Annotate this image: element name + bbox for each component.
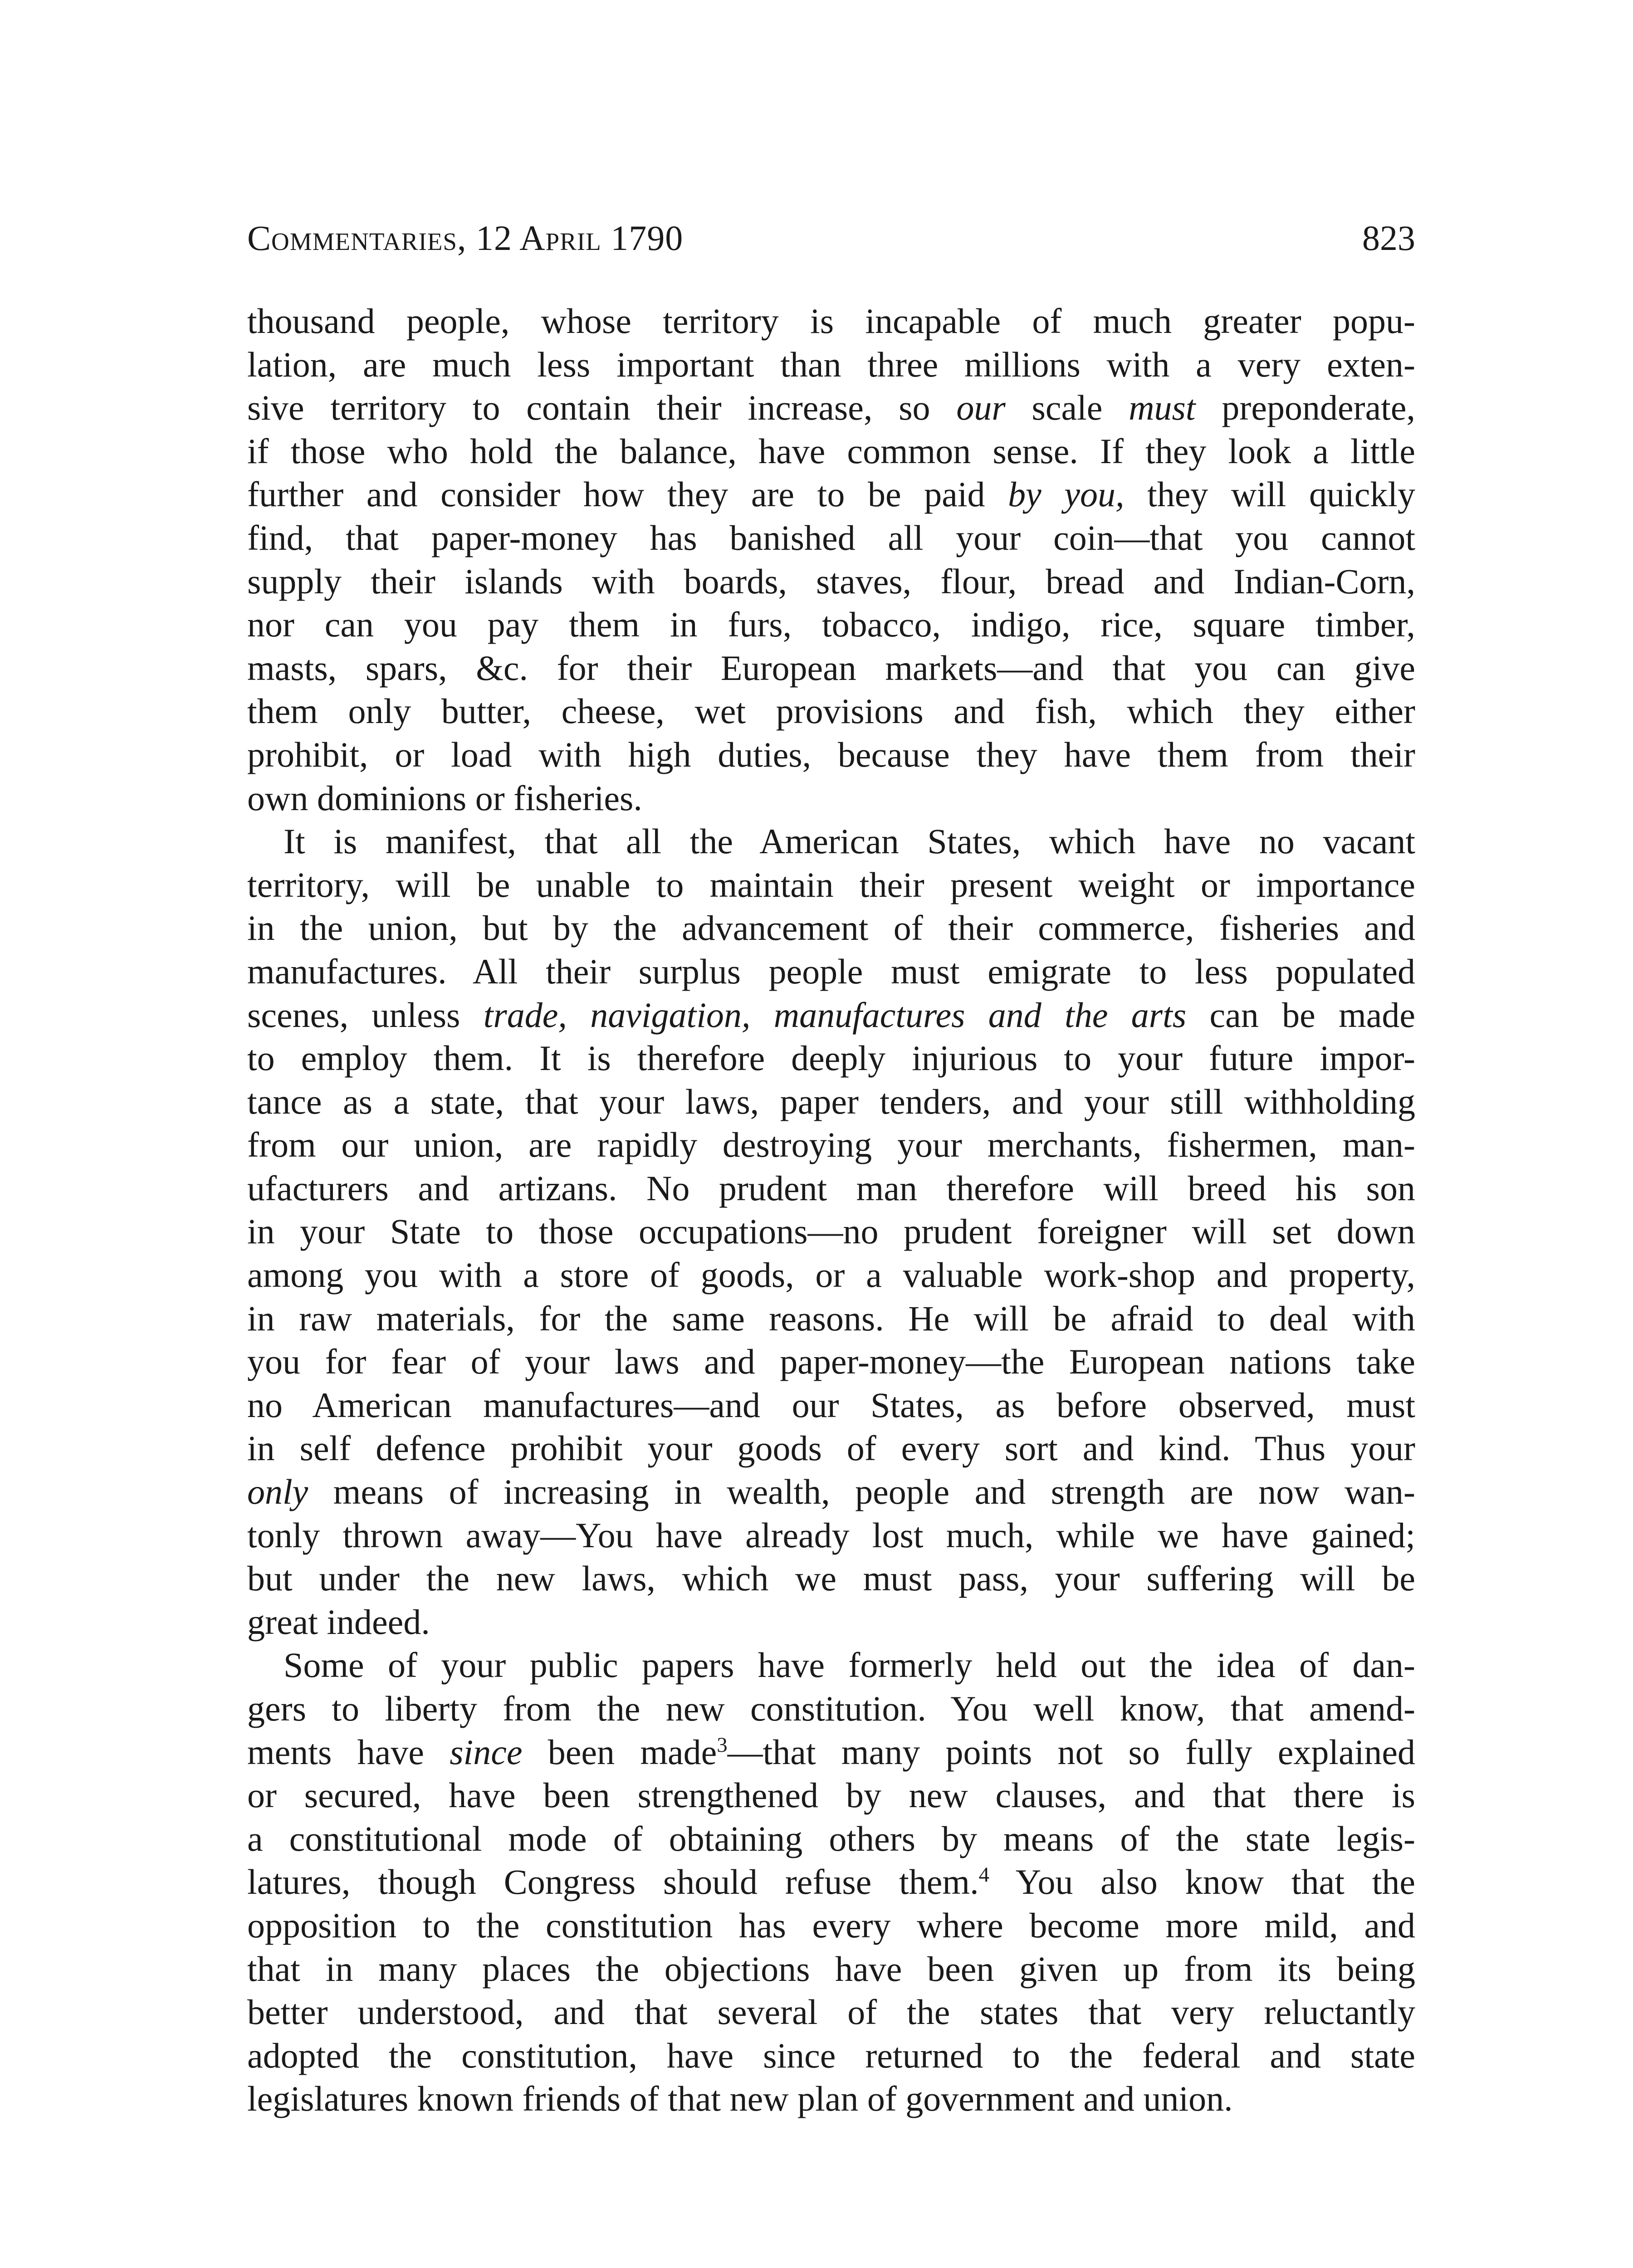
text-line xyxy=(247,473,1415,516)
text-line xyxy=(247,430,1415,473)
text-segment: ments have xyxy=(247,1732,450,1772)
text-segment: It is manifest, that all the American States, which have no vacant xyxy=(284,821,1415,861)
text-line xyxy=(247,1947,1415,1991)
text-line xyxy=(247,1253,1415,1297)
running-head xyxy=(247,211,683,265)
running-head-year: 1790 xyxy=(601,218,684,258)
text-segment: a constitutional mode of obtaining others by means of the state legis- xyxy=(247,1818,1415,1858)
text-segment: better understood, and that several of the states that very reluctantly xyxy=(247,1992,1415,2032)
text-line xyxy=(247,299,1415,343)
text-segment: ufacturers and artizans. No prudent man therefore will breed his son xyxy=(247,1168,1415,1208)
text-line xyxy=(247,1860,1415,1904)
text-segment: scenes, unless xyxy=(247,995,484,1035)
text-line xyxy=(247,820,1415,863)
text-line xyxy=(247,1687,1415,1730)
text-segment: them only butter, cheese, wet provisions and fish, which they either xyxy=(247,691,1415,731)
text-segment: manufactures. All their surplus people must emigrate to less populated xyxy=(247,951,1415,991)
text-line xyxy=(247,386,1415,430)
text-line xyxy=(247,950,1415,993)
text-line xyxy=(247,603,1415,646)
text-segment: thousand people, whose territory is incapable of much greater popu- xyxy=(247,301,1415,341)
text-line xyxy=(247,2034,1415,2077)
text-line xyxy=(247,993,1415,1037)
text-segment: You also know that the xyxy=(989,1862,1415,1902)
text-segment: from our union, are rapidly destroying your merchants, fishermen, man- xyxy=(247,1125,1415,1165)
text-segment: tonly thrown away—You have already lost much, while we have gained; xyxy=(247,1515,1415,1555)
italic-text: our xyxy=(956,388,1006,428)
text-segment: own dominions or fisheries. xyxy=(247,778,642,818)
text-segment: can be made xyxy=(1186,995,1415,1035)
paragraph xyxy=(247,820,1415,1643)
text-segment: means of increasing in wealth, people and strength are now wan- xyxy=(308,1472,1415,1512)
text-segment: to employ them. It is therefore deeply injurious to your future impor- xyxy=(247,1038,1415,1078)
text-line xyxy=(247,1774,1415,1817)
italic-text: by you, xyxy=(1008,474,1125,514)
text-line xyxy=(247,1730,1415,1774)
text-segment: among you with a store of goods, or a valuable work-shop and property, xyxy=(247,1255,1415,1295)
text-segment: nor can you pay them in furs, tobacco, indigo, rice, square timber, xyxy=(247,605,1415,645)
text-line xyxy=(247,1990,1415,2034)
text-line xyxy=(247,1904,1415,1947)
text-segment: gers to liberty from the new constitution. You well know, that amend- xyxy=(247,1689,1415,1728)
text-line xyxy=(247,343,1415,386)
text-segment: adopted the constitution, have since returned to the federal and state xyxy=(247,2035,1415,2075)
running-head-word-2: pril xyxy=(545,218,601,258)
text-line xyxy=(247,1600,1415,1644)
italic-text: must xyxy=(1129,388,1196,428)
text-line xyxy=(247,906,1415,950)
text-line xyxy=(247,777,1415,820)
text-line xyxy=(247,560,1415,603)
italic-text: only xyxy=(247,1472,308,1512)
text-segment: supply their islands with boards, staves, flour, bread and Indian-Corn, xyxy=(247,561,1415,601)
text-line xyxy=(247,689,1415,733)
text-segment: further and consider how they are to be paid xyxy=(247,474,1008,514)
text-line xyxy=(247,1340,1415,1383)
text-segment: in your State to those occupations—no prudent foreigner will set down xyxy=(247,1212,1415,1251)
text-segment: in the union, but by the advancement of their commerce, fisheries and xyxy=(247,908,1415,948)
text-line xyxy=(247,646,1415,690)
footnote-marker: 4 xyxy=(978,1863,989,1887)
footnote-marker: 3 xyxy=(717,1733,728,1757)
text-line xyxy=(247,1470,1415,1514)
text-segment: been made xyxy=(522,1732,717,1772)
running-head-initial-2: A xyxy=(519,218,546,258)
page-number: 823 xyxy=(1362,218,1415,258)
text-line xyxy=(247,1427,1415,1470)
paragraph xyxy=(247,1643,1415,2121)
body-text xyxy=(247,299,1415,2121)
running-head-word-1: ommentaries xyxy=(271,218,457,258)
text-line xyxy=(247,1383,1415,1427)
text-segment: scale xyxy=(1005,388,1129,428)
text-line xyxy=(247,1167,1415,1210)
text-segment: —that many points not so fully explained xyxy=(727,1732,1415,1772)
text-segment: tance as a state, that your laws, paper tenders, and your still withholding xyxy=(247,1081,1415,1121)
text-segment: prohibit, or load with high duties, because they have them from their xyxy=(247,734,1415,774)
text-line xyxy=(247,1036,1415,1080)
text-line xyxy=(247,863,1415,907)
paragraph xyxy=(247,299,1415,820)
text-segment: great indeed. xyxy=(247,1602,430,1642)
text-segment: find, that paper-money has banished all your coin—that you cannot xyxy=(247,518,1415,557)
text-segment: masts, spars, &c. for their European markets—and that you can give xyxy=(247,648,1415,688)
text-segment: no American manufactures—and our States, as before observed, must xyxy=(247,1385,1415,1425)
text-segment: sive territory to contain their increase, so xyxy=(247,388,957,428)
text-segment: Some of your public papers have formerly held out the idea of dan- xyxy=(284,1645,1415,1685)
text-segment: opposition to the constitution has every where become more mild, and xyxy=(247,1905,1415,1945)
text-segment: lation, are much less important than three millions with a very exten- xyxy=(247,344,1415,384)
running-head-initial-1: C xyxy=(247,218,272,258)
text-segment: latures, though Congress should refuse them. xyxy=(247,1862,979,1902)
page-header xyxy=(247,211,1415,265)
text-segment: they will quickly xyxy=(1124,474,1415,514)
text-line xyxy=(247,1643,1415,1687)
text-line xyxy=(247,1210,1415,1253)
text-line xyxy=(247,2077,1415,2121)
text-segment: in self defence prohibit your goods of every sort and kind. Thus your xyxy=(247,1428,1415,1468)
text-line xyxy=(247,1514,1415,1557)
text-line xyxy=(247,1080,1415,1124)
text-segment: you for fear of your laws and paper-money—the European nations take xyxy=(247,1342,1415,1382)
text-segment: that in many places the objections have been given up from its being xyxy=(247,1949,1415,1989)
italic-text: trade, navigation, manufactures and the arts xyxy=(483,995,1187,1035)
text-line xyxy=(247,1817,1415,1861)
text-segment: in raw materials, for the same reasons. He will be afraid to deal with xyxy=(247,1298,1415,1338)
text-segment: if those who hold the balance, have common sense. If they look a little xyxy=(247,431,1415,471)
text-line xyxy=(247,1123,1415,1167)
italic-text: since xyxy=(450,1732,523,1772)
text-line xyxy=(247,733,1415,777)
text-segment: preponderate, xyxy=(1195,388,1415,428)
text-segment: legislatures known friends of that new plan of government and union. xyxy=(247,2079,1233,2119)
text-line xyxy=(247,1297,1415,1340)
text-segment: or secured, have been strengthened by new clauses, and that there is xyxy=(247,1775,1415,1815)
text-line xyxy=(247,516,1415,560)
text-line xyxy=(247,1557,1415,1600)
text-segment: territory, will be unable to maintain their present weight or importance xyxy=(247,865,1415,904)
running-head-date: , 12 xyxy=(457,218,520,258)
text-segment: but under the new laws, which we must pass, your suffering will be xyxy=(247,1559,1415,1598)
